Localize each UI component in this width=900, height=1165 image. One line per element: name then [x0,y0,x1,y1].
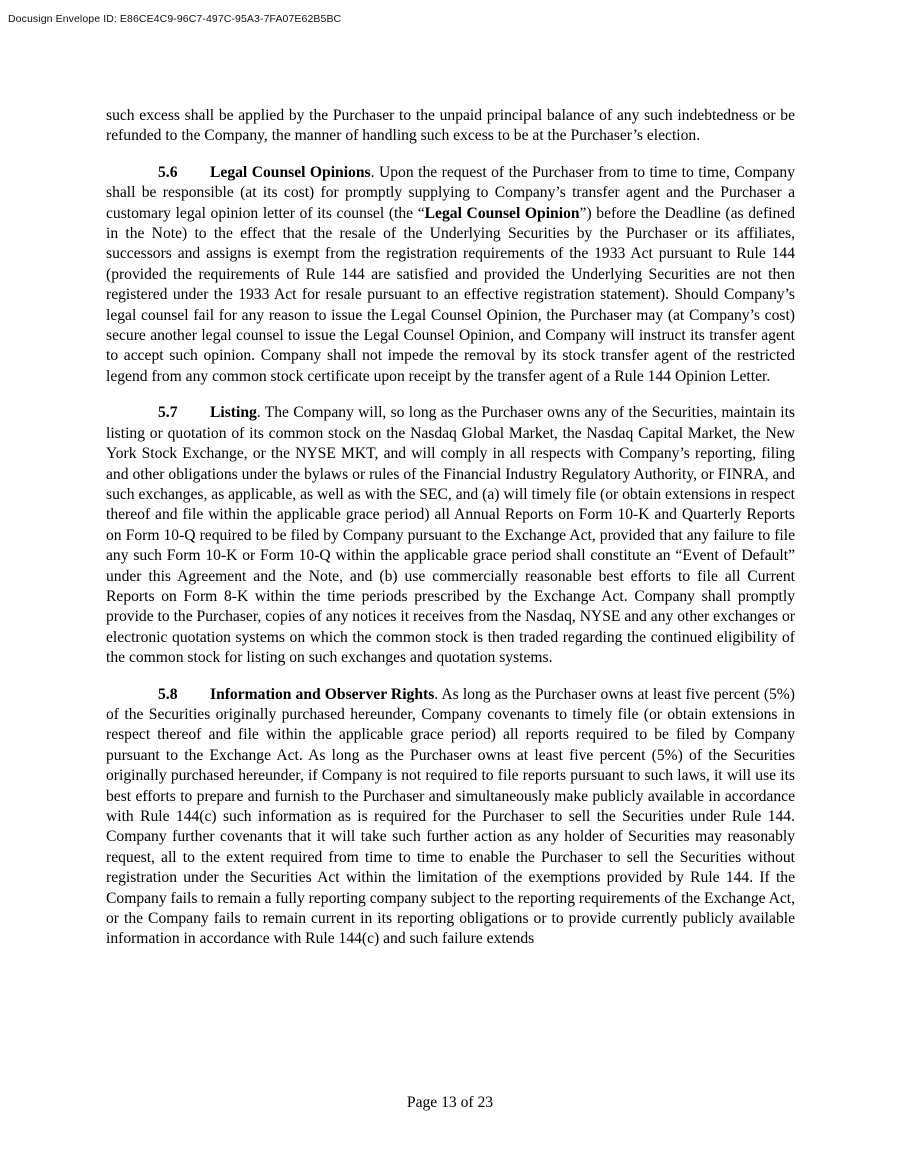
section-5-8 [106,685,795,950]
page-number: Page 13 of 23 [406,1094,494,1111]
docusign-envelope-id: Docusign Envelope ID: E86CE4C9-96C7-497C-95A3-7FA07E62B5BC [8,13,342,25]
section-number: 5.6 [158,163,178,181]
section-text: . The Company will, so long as the Purchaser owns any of the Securities, maintain its listing or quotation of its common stock on the Nasdaq Global Market, the Nasdaq Capital Market, the New York Stock Exchange, or the NYSE MKT, and will comply in all respects with Company’s reporting, filing and other obligations under the bylaws or rules of the Financial Industry Regulatory Authority, or FINRA, and such exchanges, as applicable, as well as with the SEC, and (a) will timely file (or obtain extensions in respect thereof and file within the applicable grace period) all Annual Reports on Form 10-K and Quarterly Reports on Form 10-Q required to be filed by Company pursuant to the Exchange Act, provided that any failure to file any such Form 10-K or Form 10-Q within the applicable grace period shall constitute an “Event of Default” under this Agreement and the Note, and (b) use commercially reasonable best efforts to file all Current Reports on Form 8-K within the time periods prescribed by the Exchange Act. Company shall promptly provide to the Purchaser, copies of any notices it receives from the Nasdaq, NYSE and any other exchanges or electronic quotation systems on which the common stock is then traded regarding the continued eligibility of the common stock for listing on such exchanges and quotation systems. [106,404,795,667]
section-5-6 [106,163,795,387]
defined-term: Legal Counsel Opinion [424,204,580,222]
section-number: 5.7 [158,404,178,422]
section-5-7 [106,403,795,668]
section-title: Legal Counsel Opinions [210,163,371,181]
section-number: 5.8 [158,685,178,703]
section-title: Listing [210,404,257,422]
section-title: Information and Observer Rights [210,685,435,703]
section-text: . As long as the Purchaser owns at least five percent (5%) of the Securities originally purchased hereunder, Company covenants to timely file (or obtain extensions in respect thereof and file within the applicable grace period) all reports required to be filed by Company pursuant to the Exchange Act. As long as the Purchaser owns at least five percent (5%) of the Securities originally purchased hereunder, if Company is not required to file reports pursuant to such laws, it will use its best efforts to prepare and furnish to the Purchaser and simultaneously make publicly available in accordance with Rule 144(c) such information as is required for the Purchaser to sell the Securities under Rule 144. Company further covenants that it will take such further action as any holder of Securities may reasonably request, all to the extent required from time to time to enable the Purchaser to sell the Securities without registration under the Securities Act within the limitation of the exemptions provided by Rule 144. If the Company fails to remain a fully reporting company subject to the reporting requirements of the Exchange Act, or the Company fails to remain current in its reporting obligations or to provide currently publicly available information in accordance with Rule 144(c) and such failure extends [106,685,795,948]
section-text-continued: ”) before the Deadline (as defined in the Note) to the effect that the resale of the Underlying Securities by the Purchaser or its affiliates, successors and assigns is exempt from the registration requirements of the 1933 Act pursuant to Rule 144 (provided the requirements of Rule 144 are satisfied and provided the Underlying Securities are not then registered under the 1933 Act for resale pursuant to an effective registration statement). Should Company’s legal counsel fail for any reason to issue the Legal Counsel Opinion, the Purchaser may (at Company’s cost) secure another legal counsel to issue the Legal Counsel Opinion, and Company will instruct its transfer agent to accept such opinion. Company shall not impede the removal by its stock transfer agent of the restricted legend from any common stock certificate upon receipt by the transfer agent of a Rule 144 Opinion Letter. [106,204,795,385]
document-body [106,106,795,966]
section-text: . Upon the request of the Purchaser from to time to time, Company shall be responsible (at its cost) for promptly supplying to Company’s transfer agent and the Purchaser a customary legal opinion letter of its counsel (the “ [106,163,795,222]
intro-paragraph: such excess shall be applied by the Purchaser to the unpaid principal balance of any such indebtedness or be refunded to the Company, the manner of handling such excess to be at the Purchaser’s election. [106,107,795,145]
